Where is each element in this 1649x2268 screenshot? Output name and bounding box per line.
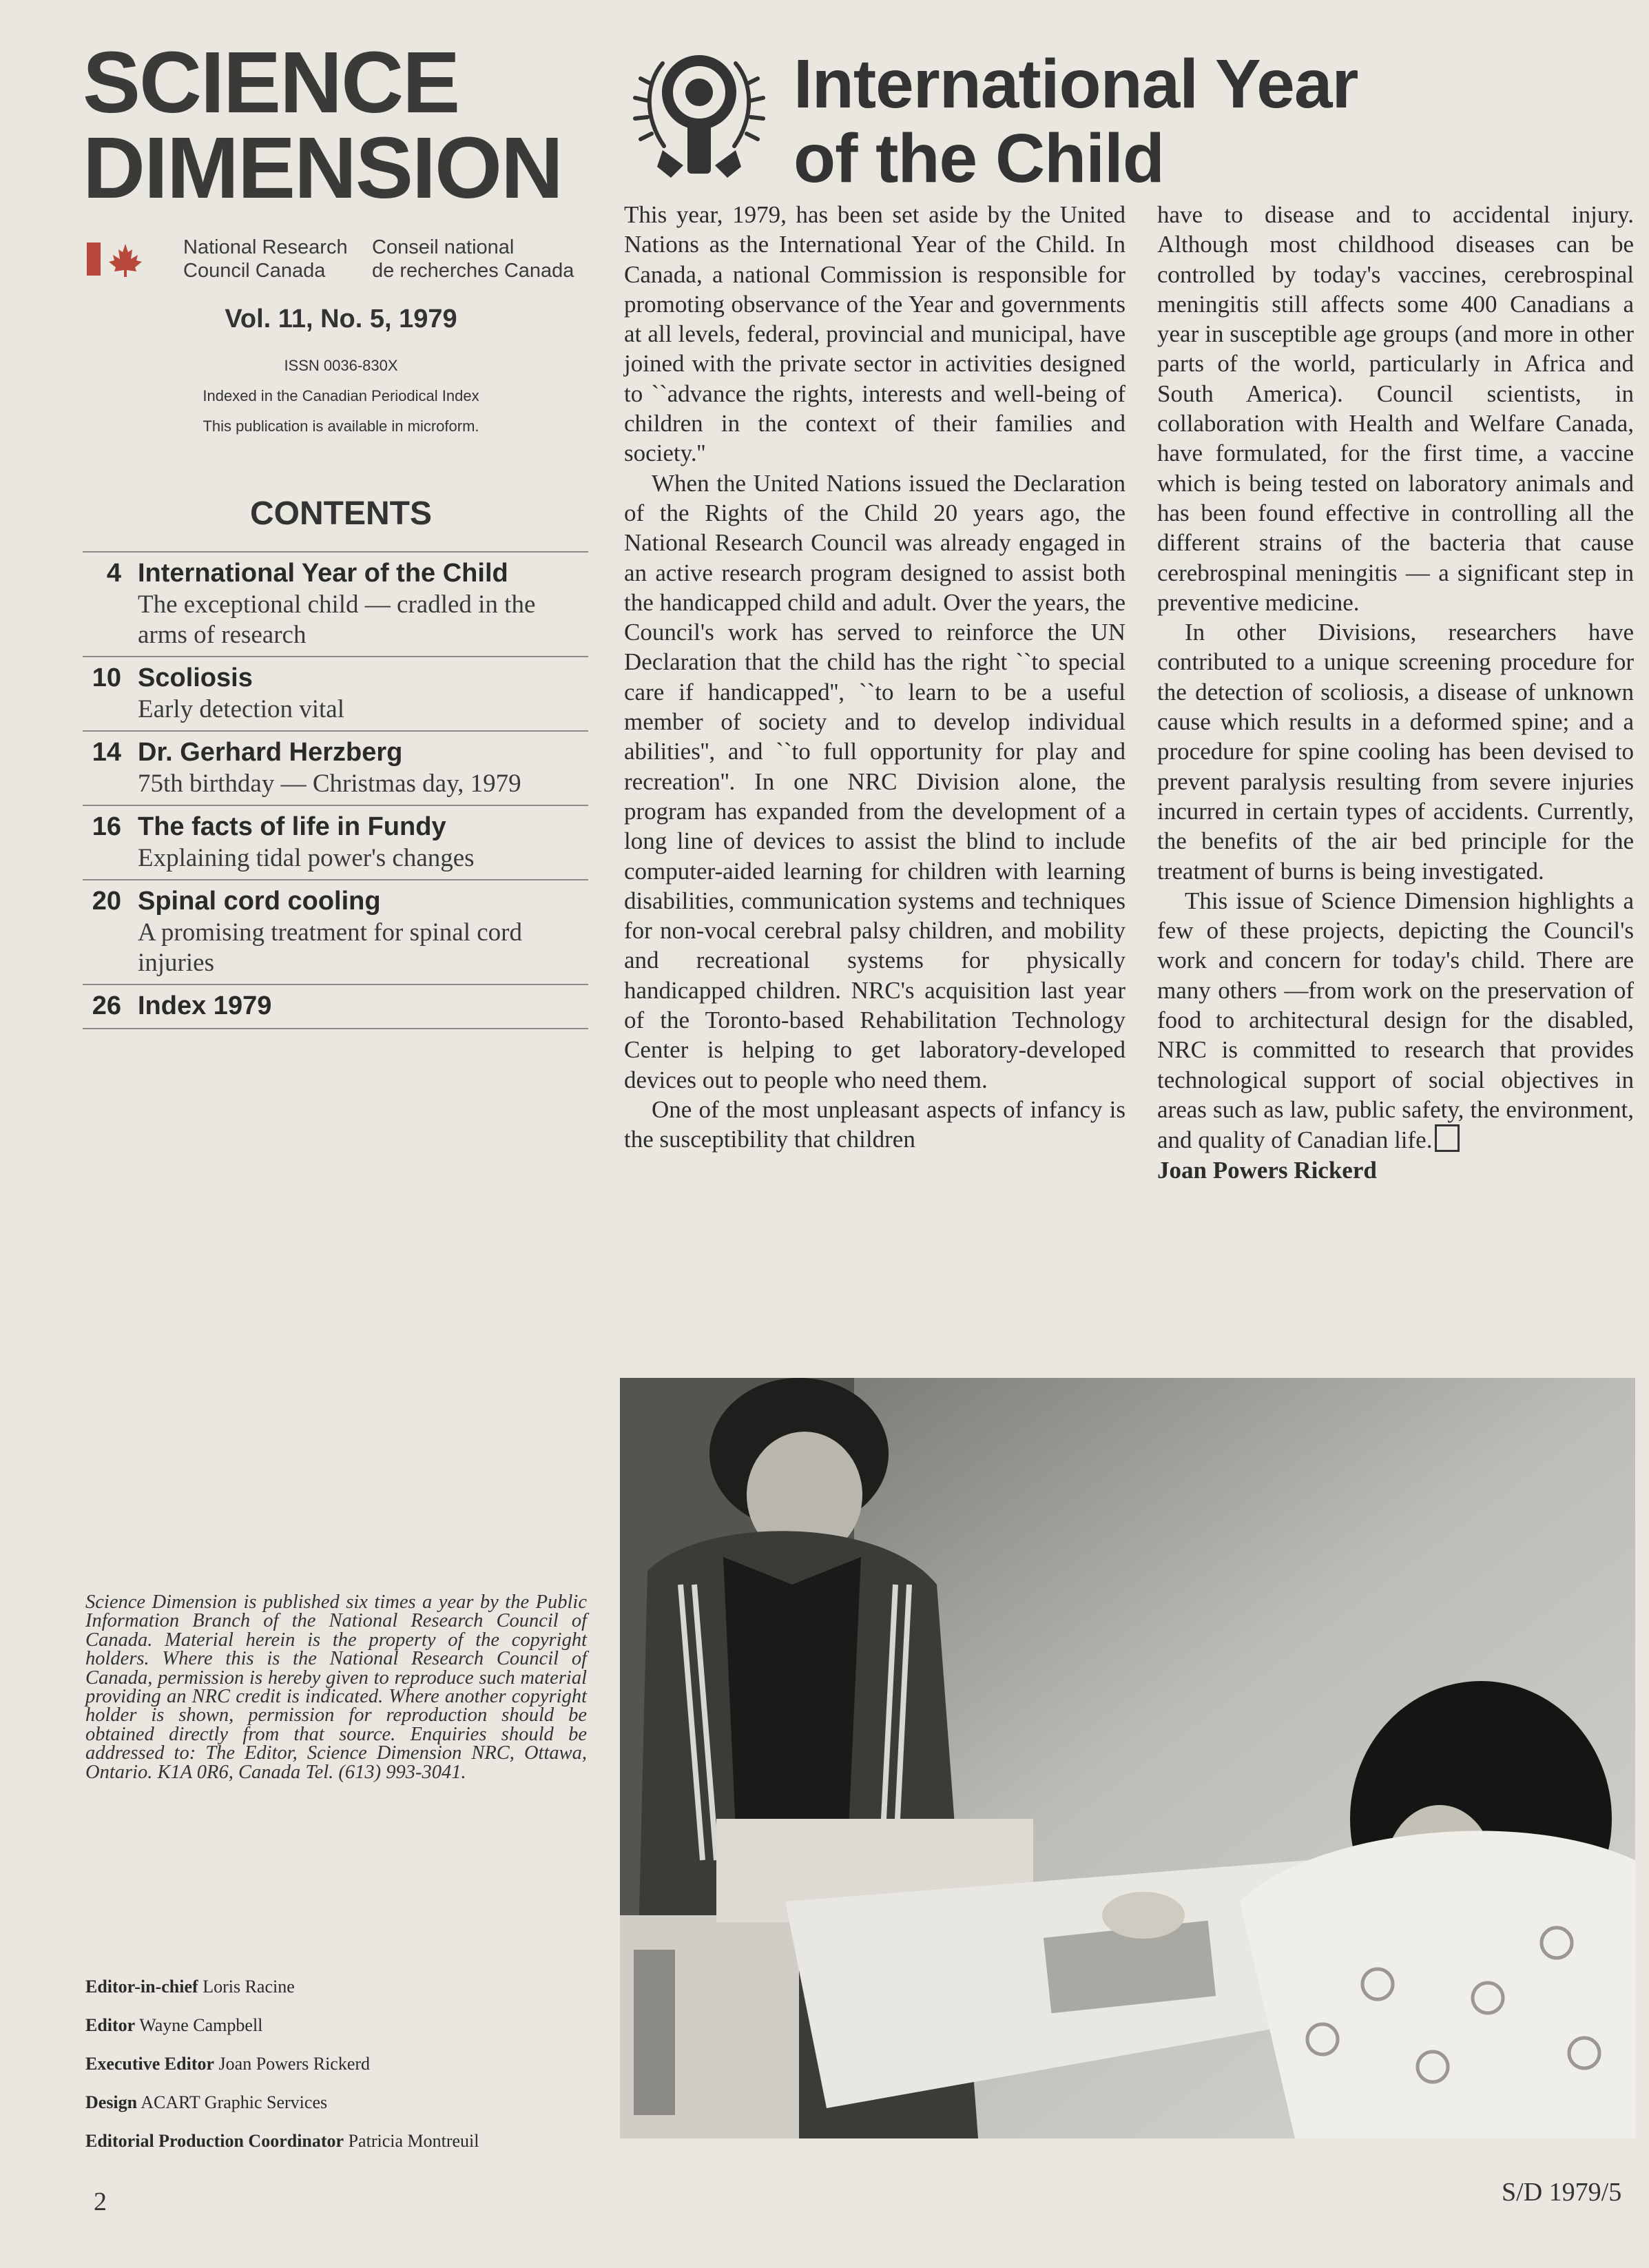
credit-line [85,2006,595,2045]
credit-line [85,2083,595,2122]
toc-title: Scoliosis [138,663,253,692]
org-en-line1: National Research [183,236,348,258]
paragraph: have to disease and to accidental injury. Although most childhood diseases can be controlled by today's vaccines, cerebrospinal meningitis still affects some 400 Canadians a year in susceptible age groups (and more in other parts of the world, particularly in Africa and South America). Council scientists, in collaboration with Health and Welfare Canada, have formulated, for the first time, a vaccine which is being tested on laboratory animals and has been found effective in controlling all the different strains of the bacteria that cause cerebrospinal meningitis — a significant step in preventive medicine. [1157,201,1634,616]
toc-title: Dr. Gerhard Herzberg [138,738,403,767]
article-column-1 [624,200,1126,1155]
credit-role: Design [85,2092,138,2112]
iyc-emblem-icon [621,43,777,186]
paragraph: In other Divisions, researchers have contributed to a unique screening procedure for the detection of scoliosis, a disease of unknown cause which results in a deformed spine; and a procedure for spine cooling has been devised to prevent paralysis resulting from severe injuries incurred in certain types of accidents. Currently, the benefits of the air bed principle for the treatment of burns is being investigated. [1157,619,1634,885]
toc-subtitle: A promising treatment for spinal cord injuries [138,918,522,977]
toc-title: Index 1979 [138,991,272,1020]
credit-role: Editor-in-chief [85,1977,198,1997]
page-number: 2 [94,2187,107,2216]
credit-line [85,2045,595,2083]
credit-name: ACART Graphic Services [141,2092,328,2112]
toc-page-number: 10 [92,663,121,692]
org-name-french [372,236,599,282]
toc-title: The facts of life in Fundy [138,812,446,841]
toc-subtitle: Explaining tidal power's changes [138,844,475,872]
toc-page-number: 16 [92,812,121,841]
masthead-title [83,34,592,216]
toc-entry[interactable] [83,985,588,1029]
credit-name: Joan Powers Rickerd [218,2054,371,2074]
publication-info: Science Dimension is published six times a year by the Public Information Branch of the National Research Council of Canada. Material herein is the property of the copyright holders. Where this is the National Research Council of Canada, permission is hereby given to reproduce such material providing an NRC credit is indicated. Where another copyright holder is shown, permission for reproduction should be obtained directly from that source. Enquiries should be addressed to: The Editor, Science Dimension NRC, Ottawa, Ontario. K1A 0R6, Canada Tel. (613) 993-3041. [85,1591,587,1783]
contents-heading: CONTENTS [250,495,432,532]
toc-entry[interactable] [83,657,588,732]
credit-line [85,1968,595,2006]
credit-role: Editor [85,2015,136,2035]
paragraph [1157,886,1634,1155]
toc-page-number: 4 [106,559,121,588]
credit-role: Editorial Production Coordinator [85,2131,344,2151]
org-fr-line1: Conseil national [372,236,515,258]
microform-note: This publication is available in microform. [203,417,479,435]
toc-page-number: 14 [92,738,121,767]
article-column-2 [1157,200,1634,1185]
table-of-contents [83,551,588,1029]
headline-line1: International Year [794,45,1358,123]
toc-page-number: 20 [92,887,121,916]
toc-entry[interactable] [83,806,588,880]
paragraph: When the United Nations issued the Declaration of the Rights of the Child 20 years ago, the National Research Council was already engaged in an active research program designed to assist both the handicapped child and adult. Over the years, the Council's work has served to reinforce the UN Declaration that the child has the right ``to special care if handicapped'', ``to learn to be a useful member of society and to develop individual abilities'', and ``to full opportunity for play and recreation''. In one NRC Division alone, the program has expanded from the development of a long line of devices to assist the blind to include computer-aided learning for children with learning disabilities, communication systems and techniques for non-vocal cerebral palsy children, and mobility and recreational systems for physically handicapped children. NRC's acquisition last year of the Toronto-based Rehabilitation Technology Center is helping to get laboratory-developed devices out to people who need them. [624,469,1126,1093]
toc-subtitle: Early detection vital [138,695,344,723]
toc-subtitle: 75th birthday — Christmas day, 1979 [138,770,521,798]
end-mark-icon [1435,1124,1460,1152]
issue-folio: S/D 1979/5 [1502,2178,1622,2207]
credit-name: Patricia Montreuil [348,2131,479,2151]
paragraph: This year, 1979, has been set aside by the United Nations as the International Year of the Child. In Canada, a national Commission is responsible for promoting observance of the Year and governments at all levels, federal, provincial and municipal, have joined with the private sector in activities designed to ``advance the rights, interests and well-being of children in the context of their families and society.'' [624,201,1126,467]
credit-role: Executive Editor [85,2054,215,2074]
org-name-english [183,236,376,282]
toc-title: Spinal cord cooling [138,887,381,916]
toc-entry[interactable] [83,880,588,985]
issn: ISSN 0036-830X [284,357,398,374]
org-fr-line2: de recherches Canada [372,260,574,282]
indexed-note: Indexed in the Canadian Periodical Index [203,387,479,404]
article-headline [794,47,1620,196]
paragraph: One of the most unpleasant aspects of infancy is the susceptibility that children [624,1095,1126,1153]
toc-entry[interactable] [83,732,588,806]
toc-page-number: 26 [92,991,121,1020]
credit-name: Wayne Campbell [139,2015,263,2035]
photo-child-with-device [620,1378,1635,2138]
volume-number: Vol. 11, No. 5, 1979 [225,305,457,333]
paragraph-text: This issue of Science Dimension highlights a few of these projects, depicting the Council's work and concern for today's child. There are many others —from work on the preservation of food to architectural design for the disabled, NRC is committed to research that provides technological support of social objectives in areas such as law, public safety, the environment, and quality of Canadian life. [1157,887,1634,1154]
author-byline: Joan Powers Rickerd [1157,1156,1377,1184]
staff-credits [85,1968,595,2161]
credit-name: Loris Racine [203,1977,295,1997]
toc-entry[interactable] [83,553,588,657]
toc-subtitle: The exceptional child — cradled in the arms of research [138,590,536,649]
org-en-line2: Council Canada [183,260,326,282]
masthead-line2: DIMENSION [83,119,563,216]
masthead-line1: SCIENCE [83,34,459,131]
toc-title: International Year of the Child [138,559,508,588]
headline-line2: of the Child [794,120,1164,197]
credit-line [85,2122,595,2161]
nrc-canada-flag-icon [87,241,146,278]
